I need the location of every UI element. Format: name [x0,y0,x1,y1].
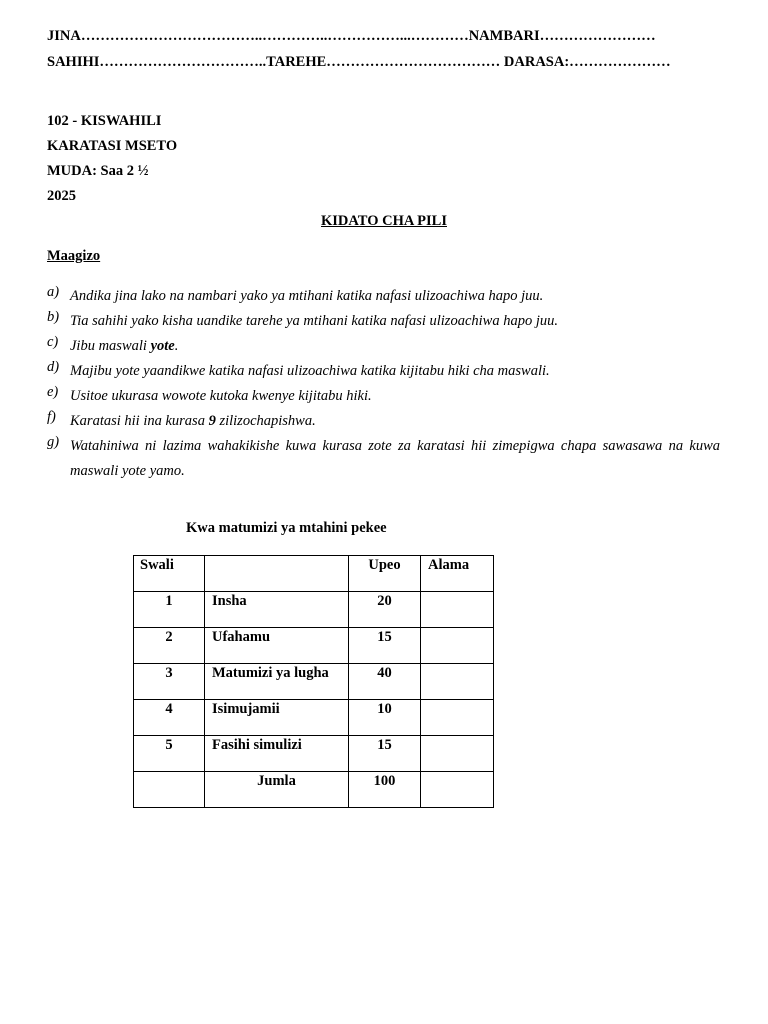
question-number: 5 [134,736,205,772]
instruction-label: f) [47,409,56,425]
instruction-label: d) [47,359,60,375]
table-row [134,664,494,700]
class-title: KIDATO CHA PILI [321,213,447,229]
instruction-text-before: Jibu maswali [70,338,151,354]
question-max: 40 [349,664,421,700]
question-name: Isimujamii [205,700,349,736]
table-row [134,736,494,772]
instruction-text-after: . [174,338,179,354]
header-alama: Alama [421,556,494,592]
question-number: 2 [134,628,205,664]
score-cell[interactable] [421,592,494,628]
instruction-label: c) [47,334,59,350]
question-number: 4 [134,700,205,736]
instruction-bold: yote [150,338,175,354]
subject-code: 102 - KISWAHILI [47,113,162,129]
table-row [134,628,494,664]
question-name: Ufahamu [205,628,349,664]
paper-title: KARATASI MSETO [47,138,178,154]
instruction-bold: 9 [208,413,216,429]
table-caption: Kwa matumizi ya mtahini pekee [186,520,387,536]
question-max: 20 [349,592,421,628]
total-label: Jumla [205,772,349,808]
question-max: 10 [349,700,421,736]
instruction-text-after: zilizochapishwa. [215,413,316,429]
instruction-text: Majibu yote yaandikwe katika nafasi ulizoachiwa katika kijitabu hiki cha maswali. [70,363,550,379]
question-number: 1 [134,592,205,628]
marks-table [133,555,494,808]
instruction-text-before: Karatasi hii ina kurasa [70,413,209,429]
instruction-text: Usitoe ukurasa wowote kutoka kwenye kijitabu hiki. [70,388,372,404]
score-cell[interactable] [421,664,494,700]
table-total-row [134,772,494,808]
instruction-label: a) [47,284,60,300]
total-max: 100 [349,772,421,808]
instruction-label: g) [47,434,60,450]
table-row [134,700,494,736]
score-cell[interactable] [421,700,494,736]
duration: MUDA: Saa 2 ½ [47,163,149,179]
instruction-text [70,334,720,359]
instructions-heading: Maagizo [47,248,101,264]
instruction-label: e) [47,384,59,400]
score-cell[interactable] [421,736,494,772]
header-blank [205,556,349,592]
instruction-label: b) [47,309,60,325]
table-header-row [134,556,494,592]
header-swali: Swali [134,556,205,592]
instruction-text [70,409,720,434]
total-blank [134,772,205,808]
question-name: Matumizi ya lugha [205,664,349,700]
header-upeo: Upeo [349,556,421,592]
instruction-text: Tia sahihi yako kisha uandike tarehe ya mtihani katika nafasi ulizoachiwa hapo juu. [70,313,558,329]
question-name: Insha [205,592,349,628]
score-cell[interactable] [421,628,494,664]
signature-date-class-line: SAHIHI……………………………..TAREHE……………………………… DARASA:………………… [47,54,671,70]
name-number-line: JINA………………………………..…………..……………...…………NAMBARI…………………… [47,28,656,44]
instruction-text: Andika jina lako na nambari yako ya mtihani katika nafasi ulizoachiwa hapo juu. [70,288,544,304]
question-name: Fasihi simulizi [205,736,349,772]
question-max: 15 [349,628,421,664]
total-score-cell[interactable] [421,772,494,808]
question-max: 15 [349,736,421,772]
exam-year: 2025 [47,188,76,204]
question-number: 3 [134,664,205,700]
table-row [134,592,494,628]
instruction-text: Watahiniwa ni lazima wahakikishe kuwa kurasa zote za karatasi hii zimepigwa chapa sawasawa na kuwa maswali yote yamo. [70,438,720,479]
